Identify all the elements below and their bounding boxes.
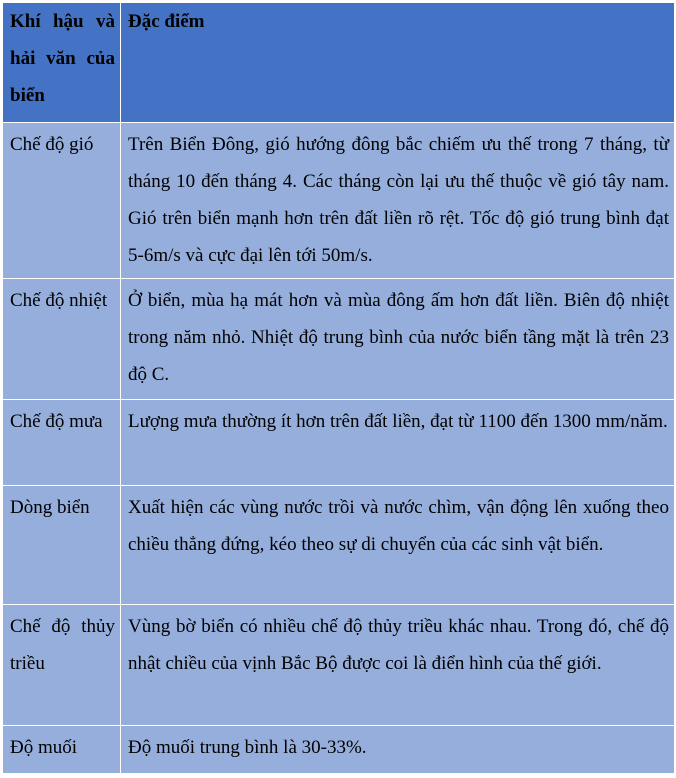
- table-row: [3, 605, 675, 726]
- row-text-cell: [121, 486, 675, 605]
- row-text-cell: [121, 605, 675, 726]
- row-description: Vùng bờ biển có nhiều chế độ thủy triều khác nhau. Trong đó, chế độ nhật chiều của vịnh Bắc Bộ được coi là điển hình của thế giới.: [128, 616, 669, 674]
- row-text-cell: [121, 726, 675, 774]
- row-description: Ở biển, mùa hạ mát hơn và mùa đông ấm hơn đất liền. Biên độ nhiệt trong năm nhỏ. Nhiệt độ trung bình của nước biển tầng mặt là trên 23 độ C.: [128, 290, 669, 385]
- row-label: Chế độ thủy triều: [10, 616, 115, 674]
- row-label-cell: [3, 123, 121, 279]
- header-label: Đặc điểm: [128, 11, 205, 32]
- row-label: Độ muối: [10, 737, 78, 758]
- row-label: Chế độ gió: [10, 134, 94, 155]
- table-row: [3, 123, 675, 279]
- row-label-cell: [3, 726, 121, 774]
- row-label: Chế độ nhiệt: [10, 290, 108, 311]
- row-label-cell: [3, 279, 121, 400]
- row-text-cell: [121, 123, 675, 279]
- row-label: Chế độ mưa: [10, 411, 103, 432]
- row-label-cell: [3, 605, 121, 726]
- climate-table: [2, 2, 675, 774]
- table-header-row: [3, 3, 675, 123]
- row-description: Độ muối trung bình là 30-33%.: [128, 737, 367, 758]
- header-cell-category: [3, 3, 121, 123]
- row-description: Trên Biển Đông, gió hướng đông bắc chiếm ưu thế trong 7 tháng, từ tháng 10 đến tháng 4. Các tháng còn lại ưu thế thuộc về gió tây nam. Gió trên biển mạnh hơn trên đất liền rõ rệt. Tốc độ gió trung bình đạt 5-6m/s và cực đại lên tới 50m/s.: [128, 134, 669, 266]
- row-label: Dòng biển: [10, 497, 90, 518]
- row-label-cell: [3, 486, 121, 605]
- header-cell-characteristics: [121, 3, 675, 123]
- row-description: Lượng mưa thường ít hơn trên đất liền, đạt từ 1100 đến 1300 mm/năm.: [128, 411, 668, 432]
- table-row: [3, 279, 675, 400]
- row-description: Xuất hiện các vùng nước trồi và nước chìm, vận động lên xuống theo chiều thẳng đứng, kéo theo sự di chuyển của các sinh vật biển.: [128, 497, 669, 555]
- row-text-cell: [121, 400, 675, 486]
- row-label-cell: [3, 400, 121, 486]
- table-row: [3, 726, 675, 774]
- table-row: [3, 400, 675, 486]
- row-text-cell: [121, 279, 675, 400]
- header-label: Khí hậu và hải văn của biển: [10, 11, 115, 106]
- table-row: [3, 486, 675, 605]
